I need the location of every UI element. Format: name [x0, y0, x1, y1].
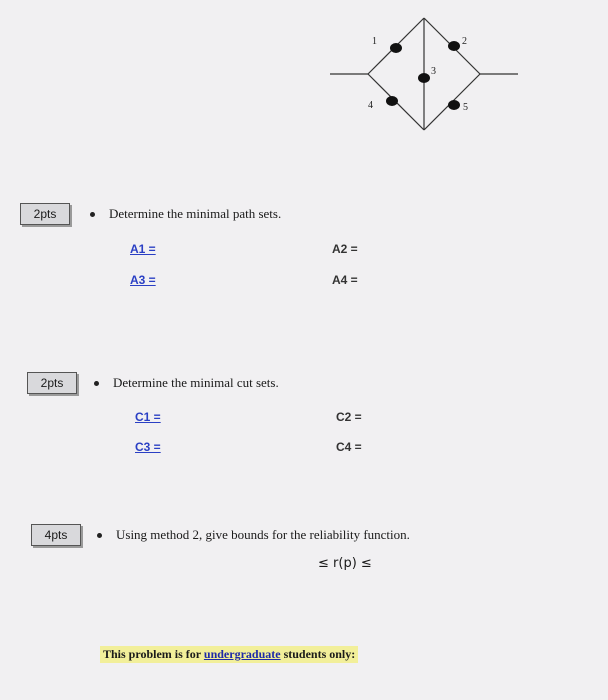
question-2-text: Determine the minimal cut sets.: [113, 375, 279, 390]
question-3-text: Using method 2, give bounds for the reliability function.: [116, 527, 410, 542]
question-3: [97, 527, 410, 543]
cut-set-c1[interactable]: C1 =: [135, 410, 161, 424]
label-1: 1: [372, 36, 377, 47]
component-3-node: [418, 73, 430, 83]
path-set-a2: A2 =: [332, 242, 358, 256]
path-set-a4: A4 =: [332, 273, 358, 287]
reliability-bounds: ≤ r(p) ≤: [318, 556, 372, 571]
bullet-icon: [94, 381, 99, 386]
component-5-node: [448, 100, 460, 110]
path-set-a3[interactable]: A3 =: [130, 273, 156, 287]
label-2: 2: [462, 36, 467, 47]
bridge-network-diagram: [320, 8, 530, 143]
cut-set-c4: C4 =: [336, 440, 362, 454]
label-5: 5: [463, 102, 468, 113]
note-text-before: This problem is for: [103, 647, 204, 661]
label-4: 4: [368, 100, 373, 111]
undergraduate-note: [100, 646, 358, 663]
points-badge-1: 2pts: [20, 203, 70, 225]
path-set-a1[interactable]: A1 =: [130, 242, 156, 256]
note-underlined-word: undergraduate: [203, 647, 281, 661]
bullet-icon: [90, 212, 95, 217]
points-badge-3: 4pts: [31, 524, 81, 546]
question-1-text: Determine the minimal path sets.: [109, 206, 282, 221]
cut-set-c2: C2 =: [336, 410, 362, 424]
cut-set-c3[interactable]: C3 =: [135, 440, 161, 454]
question-2: [94, 375, 279, 391]
question-1: [90, 206, 281, 222]
component-2-node: [448, 41, 460, 51]
label-3: 3: [431, 66, 436, 77]
note-text-after: students only:: [280, 647, 356, 661]
component-4-node: [386, 96, 398, 106]
component-1-node: [390, 43, 402, 53]
bullet-icon: [97, 533, 102, 538]
points-badge-2: 2pts: [27, 372, 77, 394]
